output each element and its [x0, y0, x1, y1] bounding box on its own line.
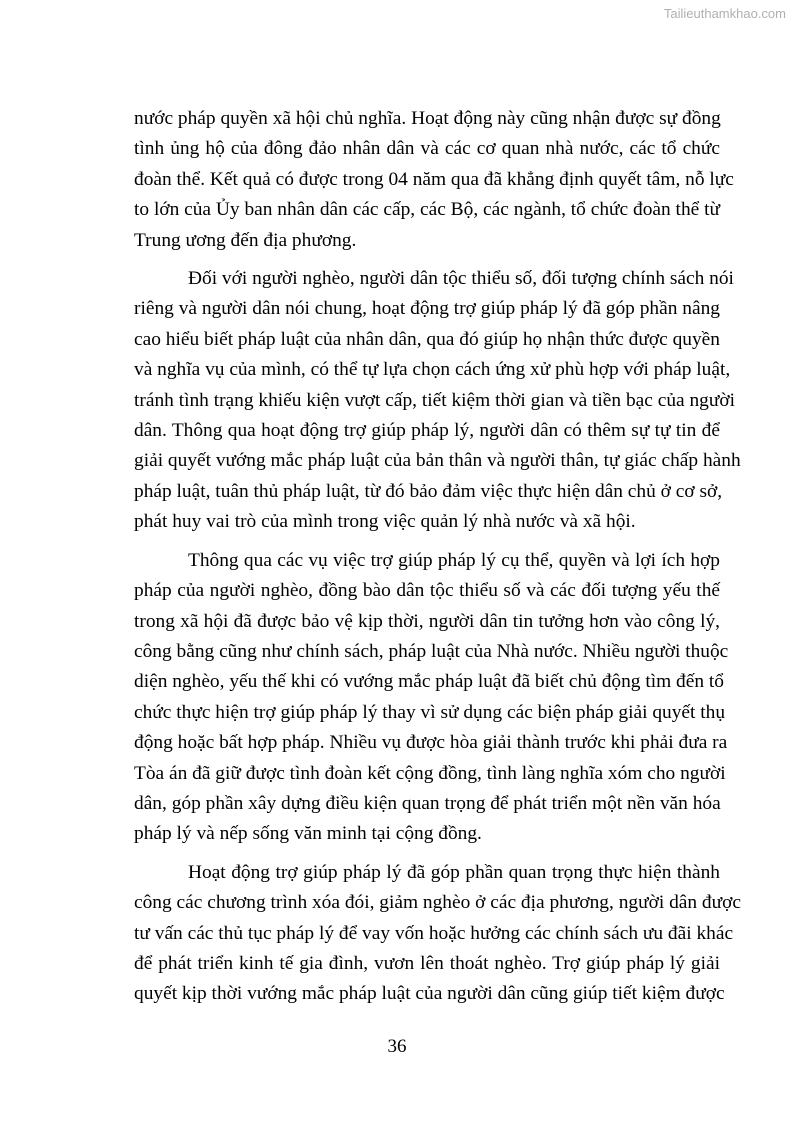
text-line: tránh tình trạng khiếu kiện vượt cấp, tiết kiệm thời gian và tiền bạc của người	[134, 389, 736, 411]
text-line: Tòa án đã giữ được tình đoàn kết cộng đồng, tình làng nghĩa xóm cho người	[134, 762, 726, 784]
document-body	[134, 104, 741, 1018]
text-line: to lớn của Ủy ban nhân dân các cấp, các Bộ, các ngành, tổ chức đoàn thể từ	[134, 199, 720, 221]
text-line: công các chương trình xóa đói, giảm nghèo ở các địa phương, người dân được	[134, 892, 741, 914]
paragraph	[134, 104, 734, 256]
text-line: tư vấn các thủ tục pháp lý để vay vốn hoặc hưởng các chính sách ưu đãi khác	[134, 922, 734, 944]
paragraph	[134, 546, 729, 850]
text-line: động hoặc bất hợp pháp. Nhiều vụ được hòa giải thành trước khi phải đưa ra	[134, 732, 728, 754]
text-line: chức thực hiện trợ giúp pháp lý thay vì sử dụng các biện pháp giải quyết thụ	[134, 701, 726, 723]
paragraph	[134, 264, 741, 538]
text-line: giải quyết vướng mắc pháp luật của bản thân và người thân, tự giác chấp hành	[134, 450, 741, 472]
text-line: công bằng cũng như chính sách, pháp luật của Nhà nước. Nhiều người thuộc	[134, 640, 729, 662]
text-line: và nghĩa vụ của mình, có thể tự lựa chọn cách ứng xử phù hợp với pháp luật,	[134, 359, 731, 381]
text-line: trong xã hội đã được bảo vệ kịp thời, người dân tin tưởng hơn vào công lý,	[134, 610, 720, 632]
text-line: dân. Thông qua hoạt động trợ giúp pháp lý, người dân có thêm sự tự tin để	[134, 420, 720, 442]
text-line: quyết kịp thời vướng mắc pháp luật của người dân cũng giúp tiết kiệm được	[134, 983, 725, 1005]
text-line: pháp luật, tuân thủ pháp luật, từ đó bảo đảm việc thực hiện dân chủ ở cơ sở,	[134, 480, 723, 502]
watermark-text: Tailieuthamkhao.com	[663, 6, 786, 21]
page-number: 36	[387, 1036, 407, 1057]
text-line: Hoạt động trợ giúp pháp lý đã góp phần quan trọng thực hiện thành	[188, 861, 720, 883]
text-line: phát huy vai trò của mình trong việc quản lý nhà nước và xã hội.	[134, 511, 636, 533]
text-line: cao hiểu biết pháp luật của nhân dân, qua đó giúp họ nhận thức được quyền	[134, 328, 720, 350]
text-line: tình ủng hộ của đông đảo nhân dân và các cơ quan nhà nước, các tổ chức	[134, 138, 720, 160]
text-line: dân, góp phần xây dựng điều kiện quan trọng để phát triển một nền văn hóa	[134, 792, 721, 814]
text-line: diện nghèo, yếu thế khi có vướng mắc pháp luật đã biết chủ động tìm đến tổ	[134, 671, 724, 693]
text-line: riêng và người dân nói chung, hoạt động trợ giúp pháp lý đã góp phần nâng	[134, 298, 720, 320]
text-line: Trung ương đến địa phương.	[134, 229, 357, 251]
text-line: Thông qua các vụ việc trợ giúp pháp lý cụ thể, quyền và lợi ích hợp	[188, 549, 720, 571]
text-line: đoàn thể. Kết quả có được trong 04 năm qua đã khẳng định quyết tâm, nỗ lực	[134, 168, 734, 190]
text-line: pháp của người nghèo, đồng bào dân tộc thiểu số và các đối tượng yếu thế	[134, 580, 720, 602]
text-line: Đối với người nghèo, người dân tộc thiểu số, đối tượng chính sách nói	[188, 268, 734, 290]
text-line: nước pháp quyền xã hội chủ nghĩa. Hoạt động này cũng nhận được sự đồng	[134, 108, 721, 129]
text-line: pháp lý và nếp sống văn minh tại cộng đồng.	[134, 823, 482, 845]
text-line: để phát triển kinh tế gia đình, vươn lên thoát nghèo. Trợ giúp pháp lý giải	[134, 952, 720, 974]
paragraph	[134, 858, 741, 1010]
